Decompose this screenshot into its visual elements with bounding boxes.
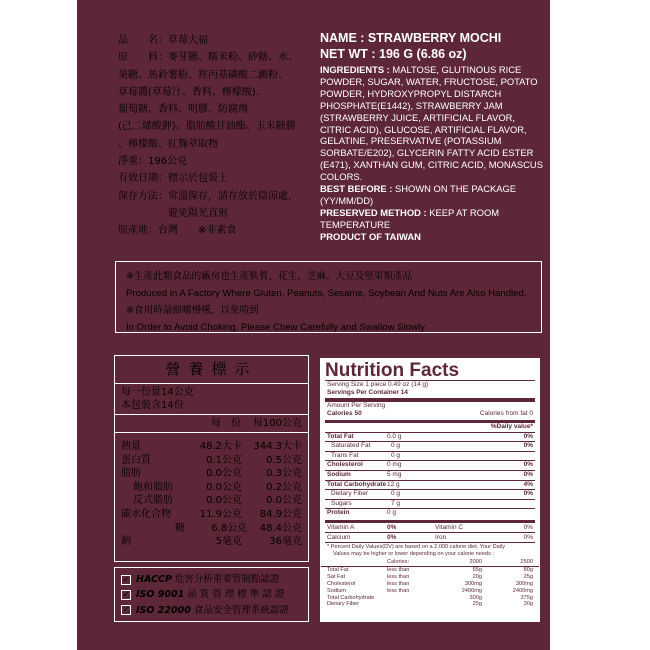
certification-box [114,567,309,622]
nutrition-label: 脂肪 [121,468,141,480]
nutrition-value: 36毫克 [269,536,302,548]
certification-item [121,587,302,602]
chinese-info-row: 避免陽光直射 [118,207,228,219]
nf-vitamin-cell: Iron [435,534,447,542]
certification-text: 危害分析重要管制點認證 [174,574,280,585]
checkbox-icon: ✓ [122,574,130,584]
nf-dv-cell: 2400mg [461,587,482,594]
nf-vitamin-cell: Vitamin C [435,524,464,532]
nf-dv-cell: less than [387,580,410,587]
nutrition-row [115,481,308,495]
per-100g-header: 每100公克 [252,418,302,429]
nf-dv-row [321,588,539,595]
nf-nutrient-name: Total Fat [327,432,354,440]
nutrition-label: 鈉 [121,536,131,548]
notice-line: ※生產此類食品的廠房也生產麩質、花生、芝麻、大豆及堅果類產品 [126,271,413,282]
nf-nutrient-dv [461,452,533,461]
nf-nutrient-rows [321,432,539,518]
nf-nutrient-amount: 0 g [387,509,397,517]
nf-calories: Calories 50 [327,409,362,417]
nf-footnote-line: * Percent Daily Values(DV) are based on a 2,000 calorie diet. Your Daily [327,544,506,551]
serving-info [115,384,308,415]
notice-line: ※食用時請細嚼慢嚥，以免噎到 [126,305,259,316]
nf-nutrient-amount: 7 g [391,499,401,507]
serving-size: 每一份量14公克 [121,387,194,398]
nf-nutrient-row [321,433,539,442]
chinese-nutrition-table [114,355,309,562]
nf-nutrient-amount: 0 g [391,490,401,498]
nf-nutrient-row [321,509,539,518]
nf-nutrient-dv [461,500,533,509]
ingredients-label: INGREDIENTS : [320,64,390,75]
nf-dv-cell: 30g [523,601,533,608]
nf-nutrient-name: Saturated Fat [331,442,371,450]
nf-calories-row [321,410,539,419]
certification-code: ISO 9001 [136,589,185,601]
nf-nutrient-dv [457,509,533,518]
chinese-product-info [118,32,318,240]
nutrition-label: 糖 [175,522,185,534]
nf-serving-size: Serving Size 1 piece 0.49 oz (14 g) [327,381,429,388]
nutrition-value: 48.4公克 [259,522,302,534]
nutrition-facts-title: Nutrition Facts [325,360,460,381]
chinese-info-row: 、檸檬酸、紅麴萃取物 [118,138,218,150]
per-serving-header: 每 份 [210,418,241,429]
nf-nutrient-amount: 0 mg [387,461,402,469]
nf-dv-header: %Daily value* [490,423,533,431]
nf-dv-cell: Sodium [327,587,346,594]
nutrition-row [115,494,308,508]
nf-dv-cell [387,595,437,602]
nf-vitamin-rows [321,523,539,542]
certification-item [121,572,302,587]
certification-text: 品 質 管 理 標 準 認 證 [187,589,285,601]
nutrition-value: 84.9公克 [259,508,302,520]
nf-nutrient-row [321,490,539,499]
certification-text: 食品安全管理系統認證 [193,604,289,616]
allergen-notice [115,261,542,333]
nutrition-header [115,415,308,433]
nf-dv-cell: Dietary Fiber [327,601,360,608]
nf-dv-cell: 300g [469,594,482,601]
nf-vitamin-cell: Vitamin A [327,524,355,532]
nutrition-row [115,440,308,454]
preserved-text: KEEP AT ROOM TEMPERATURE [320,206,500,230]
nf-dv-cell [387,601,437,608]
nf-nutrient-row [321,500,539,509]
nf-vitamin-row [321,523,539,532]
chinese-info-row: (己二烯酸鉀)、脂肪酸甘油酯、玉米糖膠 [118,121,296,133]
nf-nutrient-name: Total Carbohydrate [327,480,387,488]
nutrition-table-title: 營養標示 [115,356,308,384]
nf-nutrient-dv: 0% [523,490,533,498]
nf-dv-cell: less than [387,573,410,580]
best-before-text: SHOWN ON THE PACKAGE (YY/MM/DD) [320,183,517,206]
nf-dv-row [321,559,539,566]
english-details [320,64,548,243]
nutrition-facts-panel [320,358,540,622]
chinese-info-row: 草莓醬(草莓汁、香料、檸檬酸)、 [118,86,266,98]
nf-dv-row [321,601,539,608]
notice-line: Produced in A Factory Where Gluten, Peanuts, Sesame, Soybean And Nuts Are Also Handled. [126,288,527,299]
nf-dv-cell: 2500 [520,559,533,566]
nf-nutrient-dv: 0% [523,461,533,469]
origin-text: PRODUCT OF TAIWAN [320,230,421,242]
nutrition-value: 0.0公克 [266,495,302,507]
nf-vitamin-cell: 0% [523,524,533,532]
nf-dv-cell: Calories: [387,559,410,566]
nf-dv-cell: 20g [472,573,482,580]
nf-dv-row [321,581,539,588]
nf-nutrient-amount: 12 g [387,480,400,488]
nf-dv-cell: Total Carbohydrate [327,594,375,601]
nf-dv-row [321,595,539,602]
nf-nutrient-row [321,442,539,451]
nutrition-value: 6.8公克 [211,522,248,534]
nf-nutrient-name: Dietary Fiber [331,490,369,498]
certification-item [121,603,302,618]
nf-nutrient-row [321,481,539,490]
chinese-info-row: 葡萄糖、香料、明膠、防腐劑 [118,104,248,116]
nf-dv-cell [327,559,387,566]
nutrition-value: 5毫克 [215,536,242,548]
nutrition-label: 熱量 [121,441,141,452]
checkbox-icon: ✓ [122,605,130,615]
nutrition-rows [115,440,308,549]
nf-nutrient-row [321,471,539,480]
nf-dv-cell: 300mg [464,580,482,587]
chinese-info-row: 原產地：台灣 ※非素食 [118,225,237,237]
nf-nutrient-amount: 5 mg [387,471,402,479]
nutrition-label: 碳水化合物 [121,508,171,520]
nf-dv-cell: Total Fat [327,566,349,573]
nf-servings-per: Servings Per Container 14 [327,388,408,396]
nf-dv-cell: Cholesterol [327,580,356,587]
nf-nutrient-amount: 0 g [391,451,401,459]
checkbox-icon: ✓ [122,589,130,599]
nutrition-value: 0.0公克 [206,495,242,507]
nf-dv-row [321,566,539,574]
nutrition-value: 0.2公克 [266,481,302,493]
nf-dv-table [321,559,539,608]
nutrition-label: 反式脂肪 [133,495,173,507]
servings-per-pack: 本包裝含14份 [121,400,184,411]
chinese-info-row: 保存方法：常溫保存，請存放於陰涼處， [118,190,298,202]
nutrition-value: 344.3大卡 [253,441,302,452]
certification-code: ISO 22000 [136,604,191,616]
nutrition-value: 0.3公克 [266,468,302,480]
nf-amount-per: Amount Per Serving [327,402,386,409]
nf-dv-cell: less than [387,566,410,573]
nutrition-value: 11.9公克 [199,508,242,520]
nutrition-value: 48.2大卡 [199,441,242,452]
nf-dv-cell: 375g [520,594,533,601]
nf-nutrient-dv: 0% [523,432,533,440]
nutrition-value: 0.1公克 [206,454,242,466]
nf-dv-cell: 2400mg [512,587,533,594]
nf-nutrient-amount: 0 g [391,442,401,450]
nutrition-label: 蛋白質 [121,454,151,466]
nf-vitamin-cell: 0% [523,534,533,542]
nf-nutrient-name: Trans Fat [331,451,359,459]
nf-dv-header-row [321,423,539,432]
chinese-info-row: 淨重：196公克 [118,156,188,168]
nf-dv-cell: 65g [472,566,482,573]
nf-dv-cell: 25g [523,573,533,580]
nutrition-value: 0.5公克 [266,454,302,466]
nf-footnote-line: Values may be higher or lower depending on your calorie needs : [333,551,494,558]
nf-nutrient-dv: 0% [523,442,533,450]
best-before-label: BEST BEFORE : [320,183,393,195]
chinese-info-row: 果糖、馬鈴薯粉、羥丙基磷酸二澱粉、 [118,69,288,81]
nf-vitamin-cell: 0% [387,524,397,532]
nf-dv-cell: 25g [472,601,482,608]
nf-dv-cell: 300mg [515,580,533,587]
chinese-info-row: 品 名：草莓大福 [118,35,208,46]
nutrition-row [115,508,308,522]
nf-dv-cell: Sat Fat [327,573,346,580]
notice-line: In Order to Avoid Choking, Please Chew Carefully and Swallow Slowly [126,322,425,333]
nf-nutrient-amount: 0.0 g [387,432,402,440]
chinese-info-row: 原 料：麥芽糖、糯米粉、砂糖、水、 [118,52,298,64]
nutrition-label: 飽和脂肪 [133,481,173,493]
net-weight: NET WT : 196 G (6.86 oz) [320,47,467,61]
nf-nutrient-row [321,452,539,461]
ingredients-text: MALTOSE, GLUTINOUS RICE POWDER, SUGAR, WATER, FRUCTOSE, POTATO POWDER, HYDROXYPROPYL DISTARCH PHOSPHATE(E1442), STRAWBERRY JAM (STRAWBERRY JUICE, ARTIFICIAL FLAVOR, CITRIC ACID), GLUCOSE, ARTIFICIAL FLAVOR, GELATINE, PRESERVATIVE (POTASSIUM SORBATE/E202), GLYCERIN FATTY ACID ESTER (E471), XANTHAN GUM, CITRIC ACID, MONASCUS COLORS. [320,64,543,183]
nf-nutrient-name: Protein [327,509,350,517]
nf-vitamin-cell: Calcium [327,534,351,542]
nf-nutrient-dv: 0% [523,471,533,479]
nutrition-row [115,535,308,549]
nf-nutrient-dv: 4% [523,480,533,488]
nutrition-value: 0.0公克 [206,481,242,493]
nutrition-row [115,454,308,468]
nutrition-value: 0.0公克 [206,468,242,480]
nf-dv-row [321,574,539,581]
nf-nutrient-name: Sugars [331,499,352,507]
nutrition-row [115,467,308,481]
nf-dv-cell: less than [387,587,410,594]
chinese-info-row: 有效日期：標示於包裝上 [118,173,228,185]
nutrition-row [115,522,308,536]
nf-nutrient-row [321,461,539,470]
nf-nutrient-name: Cholesterol [327,461,363,469]
nf-vitamin-row [321,533,539,542]
nf-dv-cell: 2000 [469,559,482,566]
nf-vitamin-cell: 0% [387,534,397,542]
english-product-info [320,30,548,243]
product-name: NAME : STRAWBERRY MOCHI [320,31,502,45]
nf-footnote [321,543,539,559]
nf-calories-fat: Calories from fat 0 [479,409,533,417]
preserved-label: PRESERVED METHOD : [320,206,427,218]
nf-nutrient-name: Sodium [327,471,351,479]
certification-code: HACCP [136,574,172,585]
nf-dv-cell: 80g [523,566,533,573]
